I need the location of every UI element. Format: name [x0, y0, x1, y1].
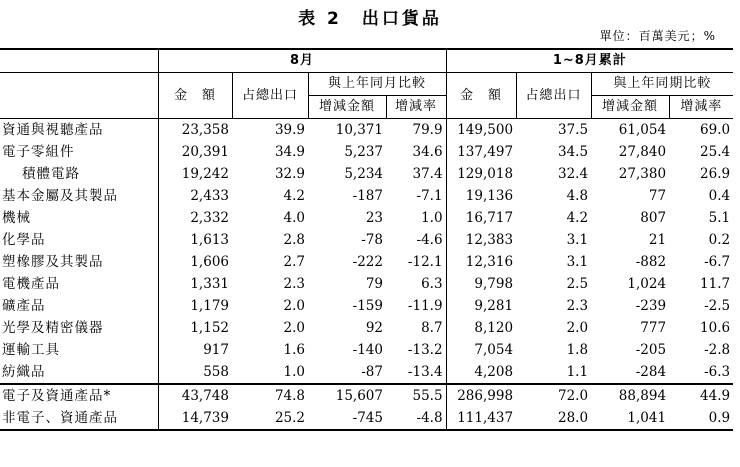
- row-label: 化學品: [2, 232, 46, 248]
- header-change-rate: 增減率: [386, 96, 446, 119]
- cell-value: 8.7: [421, 320, 443, 336]
- cell-value: 12,316: [446, 251, 516, 273]
- row-label: 礦產品: [2, 298, 46, 314]
- cell-value: 807: [640, 210, 667, 226]
- header-change-amount: 增減金額: [308, 96, 386, 119]
- cell-value: 28.0: [516, 407, 591, 430]
- cell-value: 558: [158, 361, 232, 384]
- cell-value: 1,041: [591, 407, 669, 430]
- cell-value: 9,281: [446, 295, 516, 317]
- cell-value: 2.8: [283, 232, 305, 248]
- cell-value: 27,380: [618, 166, 667, 182]
- table-row: [0, 207, 733, 229]
- header-jan-aug: 1~8月累計: [446, 49, 733, 73]
- cell-value: -140: [352, 342, 383, 358]
- cell-value: 917: [158, 339, 232, 361]
- cell-value: -87: [361, 364, 383, 380]
- cell-value: 21: [648, 232, 667, 248]
- cell-value: -6.7: [704, 254, 731, 270]
- cell-value: 23,358: [158, 119, 232, 142]
- header-amount: 金 額: [158, 73, 232, 119]
- cell-value: 1.1: [566, 364, 589, 380]
- table-row: [0, 273, 733, 295]
- cell-value: 286,998: [446, 384, 516, 407]
- cell-value: 79.9: [412, 122, 443, 138]
- cell-value: -745: [308, 407, 386, 430]
- export-goods-table: [0, 48, 733, 431]
- cell-value: 14,739: [158, 407, 232, 430]
- cell-value: -13.4: [407, 364, 443, 380]
- cell-value: 20,391: [158, 141, 232, 163]
- cell-value: 1.0: [283, 364, 305, 380]
- cell-value: 5,234: [344, 166, 383, 182]
- cell-value: 12,383: [446, 229, 516, 251]
- cell-value: 149,500: [446, 119, 516, 142]
- row-label: 光學及精密儀器: [2, 320, 104, 336]
- cell-value: -4.8: [386, 407, 446, 430]
- cell-value: -78: [361, 232, 383, 248]
- cell-value: 2,332: [158, 207, 232, 229]
- table-row: [0, 317, 733, 339]
- cell-value: 1.0: [421, 210, 443, 226]
- cell-value: 4.2: [566, 210, 589, 226]
- cell-value: 2.0: [566, 320, 589, 336]
- cell-value: 1,179: [158, 295, 232, 317]
- cell-value: 6.3: [421, 276, 443, 292]
- cell-value: 2.0: [283, 320, 305, 336]
- cell-value: 1,606: [158, 251, 232, 273]
- cell-value: -882: [635, 254, 667, 270]
- header-yoy-period: 與上年同期比較: [591, 73, 733, 96]
- cell-value: -2.8: [704, 342, 731, 358]
- cell-value: 4,208: [446, 361, 516, 384]
- cell-value: 1,152: [158, 317, 232, 339]
- cell-value: 3.1: [566, 254, 589, 270]
- cell-value: 26.9: [700, 166, 731, 182]
- table-row: [0, 185, 733, 207]
- row-label: 運輸工具: [2, 342, 60, 358]
- row-label: 紡織品: [2, 364, 46, 380]
- unit-note: 單位：百萬美元；%: [599, 29, 716, 43]
- cell-value: 9,798: [446, 273, 516, 295]
- cell-value: 1,613: [158, 229, 232, 251]
- cell-value: -2.5: [704, 298, 731, 314]
- cell-value: 4.0: [283, 210, 305, 226]
- header-amount: 金 額: [446, 73, 516, 119]
- cell-value: 27,840: [618, 144, 667, 160]
- cell-value: 34.6: [412, 144, 443, 160]
- table-row: [0, 295, 733, 317]
- cell-value: -239: [635, 298, 667, 314]
- cell-value: -6.3: [704, 364, 731, 380]
- row-label: 基本金屬及其製品: [2, 188, 118, 204]
- cell-value: 137,497: [446, 141, 516, 163]
- row-label: 資通與視聽產品: [2, 122, 104, 138]
- table-row: [0, 251, 733, 273]
- cell-value: 39.9: [274, 122, 305, 138]
- cell-value: 55.5: [386, 384, 446, 407]
- cell-value: 0.4: [708, 188, 731, 204]
- cell-value: 61,054: [618, 122, 667, 138]
- cell-value: 2.3: [283, 276, 305, 292]
- cell-value: -4.6: [416, 232, 443, 248]
- row-label: 非電子、資通產品: [0, 407, 158, 430]
- cell-value: 2.5: [566, 276, 589, 292]
- cell-value: 37.4: [412, 166, 443, 182]
- cell-value: 92: [365, 320, 383, 336]
- table-row: [0, 119, 733, 142]
- cell-value: 19,242: [158, 163, 232, 185]
- cell-value: 1,331: [158, 273, 232, 295]
- cell-value: -205: [635, 342, 667, 358]
- cell-value: 2.7: [283, 254, 305, 270]
- cell-value: 10,371: [335, 122, 383, 138]
- cell-value: 1.8: [566, 342, 589, 358]
- table-row: [0, 407, 733, 430]
- cell-value: 777: [640, 320, 667, 336]
- cell-value: 25.4: [700, 144, 731, 160]
- cell-value: 111,437: [446, 407, 516, 430]
- cell-value: -13.2: [407, 342, 443, 358]
- header-share: 占總出口: [516, 73, 591, 119]
- header-change-amount: 增減金額: [591, 96, 669, 119]
- cell-value: 5.1: [708, 210, 731, 226]
- header-yoy-month: 與上年同月比較: [308, 73, 446, 96]
- cell-value: -284: [635, 364, 667, 380]
- cell-value: 7,054: [446, 339, 516, 361]
- cell-value: 11.7: [700, 276, 731, 292]
- cell-value: 10.6: [700, 320, 731, 336]
- cell-value: 37.5: [557, 122, 589, 138]
- cell-value: 2.3: [566, 298, 589, 314]
- row-label: 電子零組件: [2, 144, 75, 160]
- row-label: 電機產品: [2, 276, 60, 292]
- cell-value: 77: [648, 188, 667, 204]
- header-share: 占總出口: [232, 73, 308, 119]
- header-august: 8月: [158, 49, 446, 73]
- cell-value: 2,433: [158, 185, 232, 207]
- cell-value: 1,024: [627, 276, 667, 292]
- cell-value: 34.9: [274, 144, 305, 160]
- cell-value: 88,894: [591, 384, 669, 407]
- cell-value: 129,018: [446, 163, 516, 185]
- row-label: 塑橡膠及其製品: [2, 254, 104, 270]
- cell-value: 44.9: [669, 384, 733, 407]
- cell-value: 5,237: [344, 144, 383, 160]
- cell-value: -7.1: [416, 188, 443, 204]
- cell-value: 15,607: [308, 384, 386, 407]
- cell-value: -187: [352, 188, 383, 204]
- cell-value: -12.1: [407, 254, 443, 270]
- table-row: [0, 163, 733, 185]
- cell-value: 0.9: [669, 407, 733, 430]
- row-label: 電子及資通產品*: [0, 384, 158, 407]
- table-title: 表 2 出口貨品: [298, 9, 442, 29]
- cell-value: 0.2: [708, 232, 731, 248]
- cell-value: 69.0: [700, 122, 731, 138]
- row-label: 積體電路: [22, 166, 80, 182]
- table-row: [0, 229, 733, 251]
- row-label: 機械: [2, 210, 31, 226]
- cell-value: 8,120: [446, 317, 516, 339]
- cell-value: 74.8: [232, 384, 308, 407]
- cell-value: 25.2: [232, 407, 308, 430]
- cell-value: 16,717: [446, 207, 516, 229]
- cell-value: 2.0: [283, 298, 305, 314]
- cell-value: 43,748: [158, 384, 232, 407]
- table-row: [0, 361, 733, 384]
- table-row: [0, 141, 733, 163]
- cell-value: 19,136: [446, 185, 516, 207]
- cell-value: 34.5: [557, 144, 589, 160]
- cell-value: 1.6: [283, 342, 305, 358]
- cell-value: -11.9: [407, 298, 443, 314]
- table-row: [0, 339, 733, 361]
- cell-value: 4.2: [283, 188, 305, 204]
- cell-value: 32.9: [274, 166, 305, 182]
- header-change-rate: 增減率: [669, 96, 733, 119]
- cell-value: 79: [365, 276, 383, 292]
- table-row: [0, 384, 733, 407]
- cell-value: 3.1: [566, 232, 589, 248]
- cell-value: 72.0: [516, 384, 591, 407]
- cell-value: -222: [352, 254, 383, 270]
- cell-value: 32.4: [557, 166, 589, 182]
- cell-value: 4.8: [566, 188, 589, 204]
- cell-value: -159: [352, 298, 383, 314]
- cell-value: 23: [365, 210, 383, 226]
